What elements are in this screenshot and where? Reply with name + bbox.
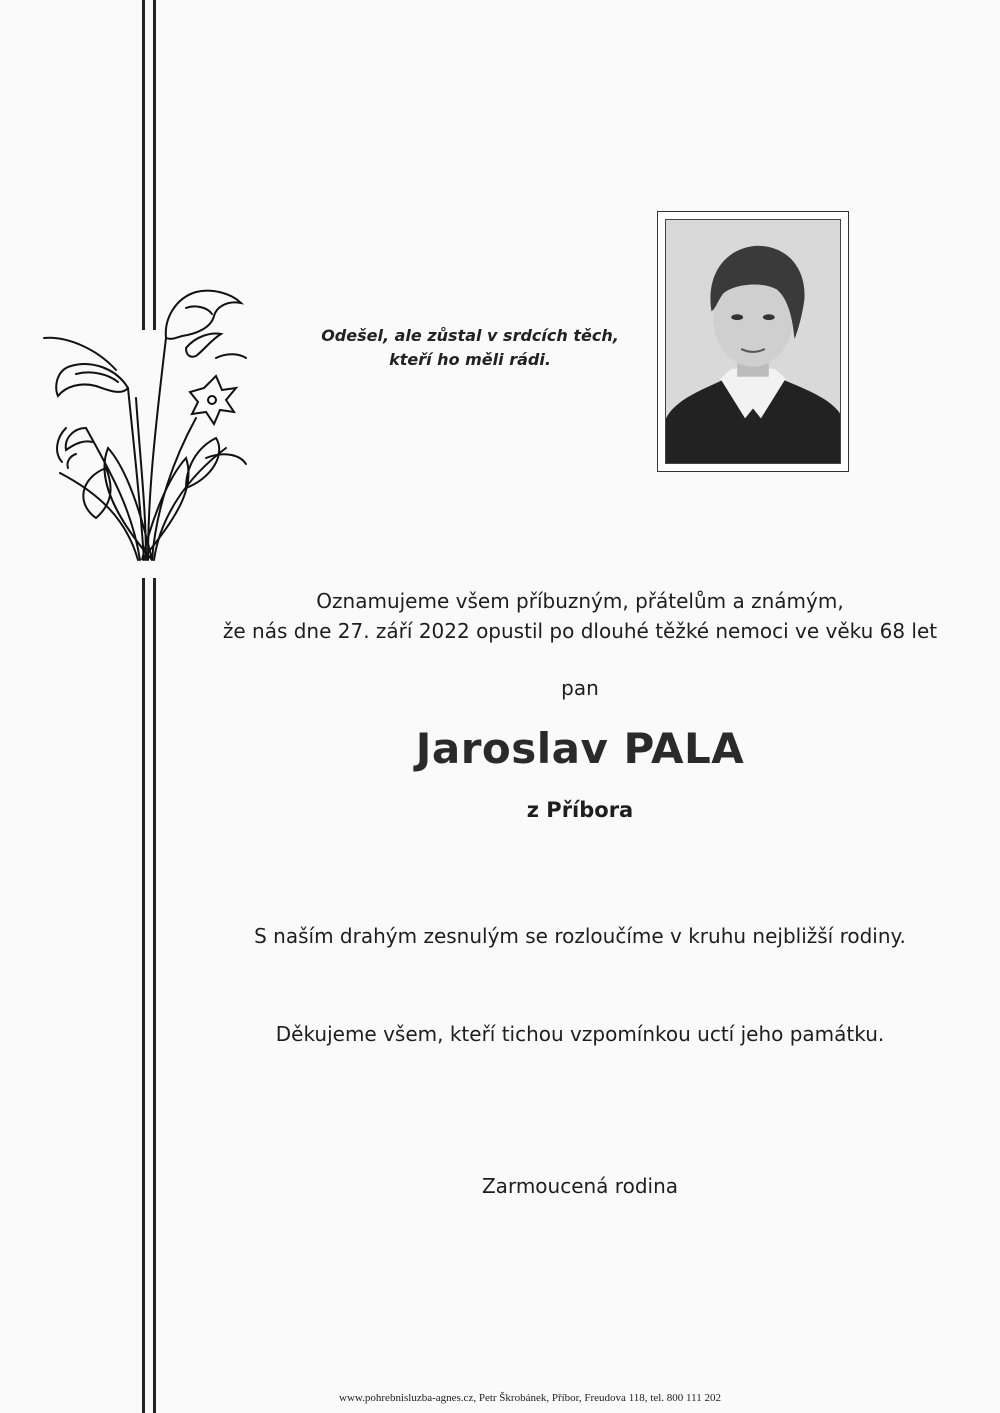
left-border-line-bottom xyxy=(142,578,145,1413)
farewell-text: S naším drahým zesnulým se rozloučíme v kruhu nejbližší rodiny. xyxy=(254,924,906,948)
calla-lily-bouquet-icon xyxy=(36,278,248,563)
signature: Zarmoucená rodina xyxy=(481,1174,678,1198)
portrait-frame xyxy=(657,211,849,472)
footer-contact: www.pohrebnisluzba-agnes.cz, Petr Škrobánek, Příbor, Freudova 118, tel. 800 111 202 xyxy=(339,1392,721,1404)
motto xyxy=(300,324,640,372)
announcement xyxy=(170,586,990,646)
salutation: pan xyxy=(561,676,599,700)
announcement-line-1: Oznamujeme všem příbuzným, přátelům a známým, xyxy=(316,589,844,613)
announcement-line-2: že nás dne 27. září 2022 opustil po dlouhé těžké nemoci ve věku 68 let xyxy=(222,619,938,643)
deceased-origin: z Příbora xyxy=(526,798,634,822)
deceased-name: Jaroslav PALA xyxy=(415,724,745,773)
motto-line-1: Odešel, ale zůstal v srdcích těch, xyxy=(321,326,619,345)
portrait-photo xyxy=(665,219,841,464)
thanks-text: Děkujeme všem, kteří tichou vzpomínkou uctí jeho památku. xyxy=(275,1022,885,1046)
motto-line-2: kteří ho měli rádi. xyxy=(389,350,551,369)
left-border-line-bottom-inner xyxy=(153,578,156,1413)
